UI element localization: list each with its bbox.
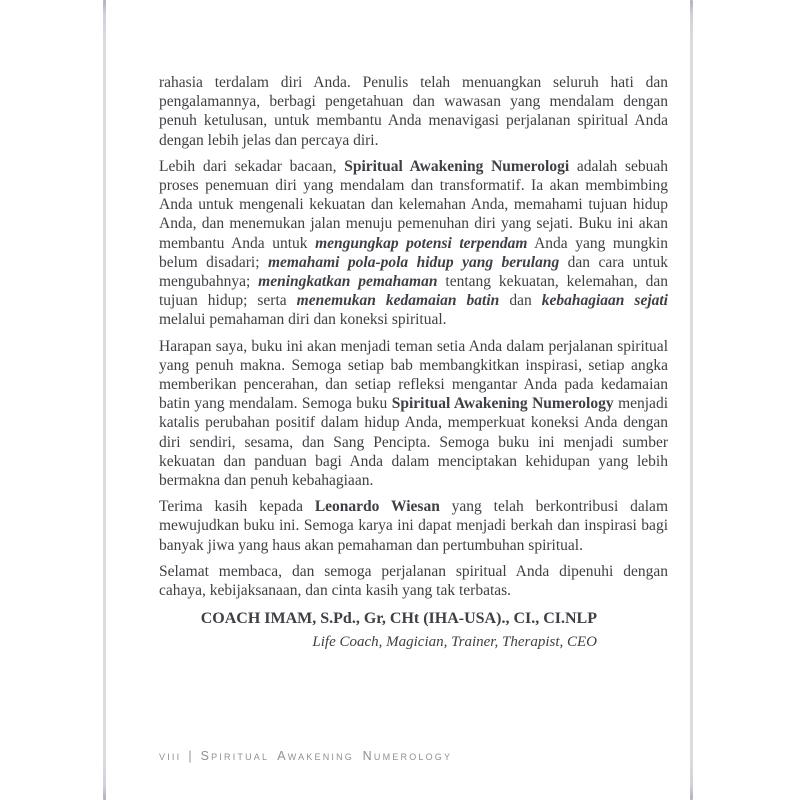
text-run: rahasia terdalam diri Anda. Penulis telah menuangkan seluruh hati dan pengalamannya, berbagi pengetahuan dan wawasan yang mendalam dengan penuh ketulusan, untuk membantu Anda menavigasi perjalanan spiritual Anda dengan lebih jelas dan percaya diri. — [159, 74, 668, 149]
text-run: Lebih dari sekadar bacaan, — [159, 157, 345, 175]
text-run: yang telah berkontribusi dalam mewujudkan buku ini. Semoga karya ini dapat menjadi berkah dan inspirasi bagi banyak jiwa yang haus akan pemahaman dan pertumbuhan spiritual. — [159, 498, 668, 554]
emphasized-text-run: Spiritual Awakening Numerologi — [344, 157, 570, 175]
author-titles: Life Coach, Magician, Trainer, Therapist, CEO — [312, 634, 597, 651]
paragraph — [159, 73, 668, 150]
emphasized-text-run: meningkatkan pemahaman — [258, 273, 438, 291]
text-run: dan — [499, 292, 542, 310]
text-run: Terima kasih kepada — [159, 498, 315, 516]
paragraph — [159, 497, 668, 555]
text-run: Anda yang mungkin belum disadari; — [159, 234, 669, 271]
footer-book-title: Spiritual Awakening Numerology — [200, 749, 453, 763]
footer-page-number: viii — [159, 749, 182, 763]
text-run: melalui pemahaman diri dan koneksi spiritual. — [159, 311, 447, 329]
emphasized-text-run: kebahagiaan sejati — [541, 292, 668, 310]
page-right-edge-line — [690, 0, 693, 800]
paragraph — [159, 337, 668, 491]
emphasized-text-run: mengungkap potensi terpendam — [315, 234, 528, 252]
emphasized-text-run: Leonardo Wiesan — [314, 498, 440, 516]
signature-block — [159, 609, 668, 652]
text-run: Selamat membaca, dan semoga perjalanan spiritual Anda dipenuhi dengan cahaya, kebijaksanaan, dan cinta kasih yang tak terbatas. — [159, 562, 668, 600]
text-run: adalah sebuah proses penemuan diri yang mendalam dan transformatif. Ia akan membimbing Anda untuk mengenali kekuatan dan kelemahan Anda, memahami tujuan hidup Anda, dan menemukan jalan menuju pemenuhan diri yang sejati. Buku ini akan membantu Anda untuk — [159, 157, 668, 252]
emphasized-text-run: memahami pola-pola hidup yang berulang — [267, 253, 560, 271]
emphasized-text-run: Spiritual Awakening Numerology — [391, 395, 614, 413]
paragraph — [159, 157, 668, 330]
text-run: Harapan saya, buku ini akan menjadi teman setia Anda dalam perjalanan spiritual yang penuh makna. Semoga setiap bab membangkitkan inspirasi, setiap angka memberikan pencerahan, dan setiap refleksi mengantar Anda pada kedamaian batin yang mendalam. Semoga buku — [159, 337, 668, 413]
text-run: tentang kekuatan, kelemahan, dan tujuan hidup; serta — [159, 273, 668, 310]
text-run: menjadi katalis perubahan positif dalam hidup Anda, memperkuat koneksi Anda dengan diri sendiri, sesama, dan Sang Pencipta. Semoga buku ini menjadi sumber kekuatan dan panduan bagi Anda dalam menciptakan kehidupan yang lebih bermakna dan penuh kebahagiaan. — [159, 395, 668, 490]
emphasized-text-run: menemukan kedamaian batin — [296, 292, 500, 310]
footer-separator: | — [188, 749, 192, 763]
page-content — [159, 73, 668, 652]
page-left-edge-line — [103, 0, 106, 800]
page-footer — [159, 749, 452, 763]
paragraph — [159, 562, 668, 600]
author-name: COACH IMAM, S.Pd., Gr, CHt (IHA-USA)., CI., CI.NLP — [200, 610, 597, 628]
body-paragraphs — [159, 73, 668, 600]
text-run: dan cara untuk mengubahnya; — [159, 253, 668, 291]
